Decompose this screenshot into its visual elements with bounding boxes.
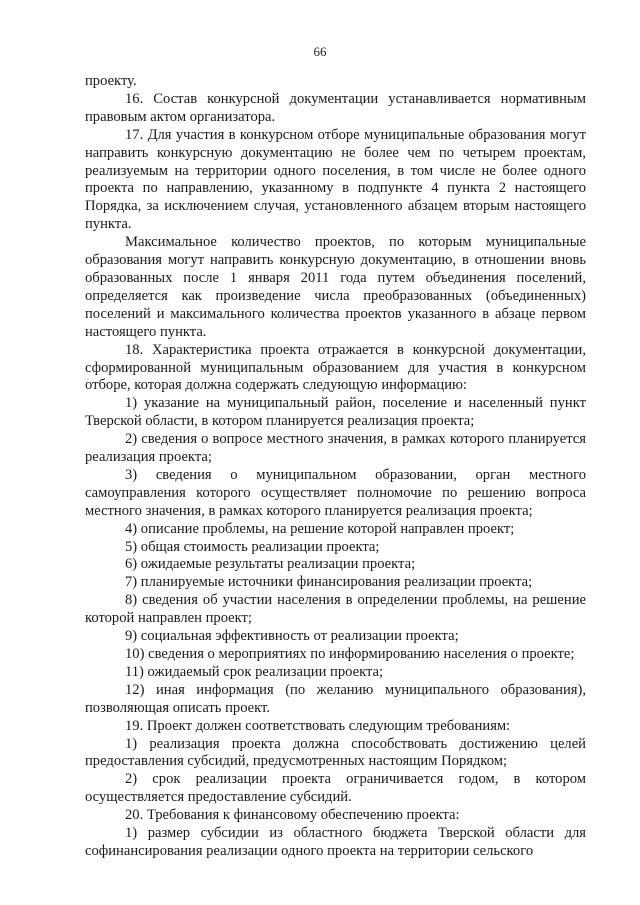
paragraph-item-16: 16. Состав конкурсной документации устанавливается нормативным правовым актом организатора. [85,90,586,125]
list-item-18-4: 4) описание проблемы, на решение которой направлен проект; [125,520,515,537]
list-item-18-1: 1) указание на муниципальный район, поселение и населенный пункт Тверской области, в котором планируется реализация проекта; [85,395,586,430]
list-item-18-12: 12) иная информация (по желанию муниципального образования), позволяющая описать проект. [85,681,586,716]
paragraph-continuation: проекту. [85,73,137,89]
list-item-18-2: 2) сведения о вопросе местного значения, в рамках которого планируется реализация проекта; [85,431,586,466]
list-item-18-6: 6) ожидаемые результаты реализации проекта; [125,556,416,573]
paragraph-item-18: 18. Характеристика проекта отражается в конкурсной документации, сформированной муниципальным образованием для участия в конкурсном отборе, которая должна содержать следующую информацию: [85,341,586,394]
paragraph-item-19: 19. Проект должен соответствовать следующим требованиям: [125,717,511,734]
paragraph-item-20: 20. Требования к финансовому обеспечению проекта: [125,807,460,824]
list-item-18-9: 9) социальная эффективность от реализации проекта; [125,628,459,645]
list-item-18-5: 5) общая стоимость реализации проекта; [125,538,380,555]
list-item-19-1: 1) реализация проекта должна способствовать достижению целей предоставления субсидий, предусмотренных настоящим Порядком; [85,735,586,770]
list-item-18-11: 11) ожидаемый срок реализации проекта; [125,663,384,680]
list-item-19-2: 2) срок реализации проекта ограничивается годом, в котором осуществляется предоставление субсидий. [85,771,586,806]
list-item-18-3: 3) сведения о муниципальном образовании, орган местного самоуправления которого осуществляет полномочие по решению вопроса местного значения, в рамках которого планируется реализация проекта; [85,466,586,519]
page-number: 66 [313,44,327,59]
document-body [85,73,586,861]
list-item-20-1: 1) размер субсидии из областного бюджета Тверской области для софинансирования реализации одного проекта на территории сельского [85,825,586,859]
paragraph-max-projects: Максимальное количество проектов, по которым муниципальные образования могут направить конкурсную документацию, в отношении вновь образованных после 1 января 2011 года путем объединения поселений, определяется как произведение числа преобразованных (объединенных) поселений и максимального количества проектов указанного в абзаце первом настоящего пункта. [85,234,586,340]
list-item-18-8: 8) сведения об участии населения в определении проблемы, на решение которой направлен проект; [85,592,586,627]
paragraph-item-17: 17. Для участия в конкурсном отборе муниципальные образования могут направить конкурсную документацию не более чем по четырем проектам, реализуемым на территории одного поселения, в том числе не более одного проекта по направлению, указанному в подпункте 4 пункта 2 настоящего Порядка, за исключением случая, установленного абзацем вторым настоящего пункта. [85,126,586,233]
list-item-18-7: 7) планируемые источники финансирования реализации проекта; [125,574,533,591]
list-item-18-10: 10) сведения о мероприятиях по информированию населения о проекте; [125,646,575,662]
